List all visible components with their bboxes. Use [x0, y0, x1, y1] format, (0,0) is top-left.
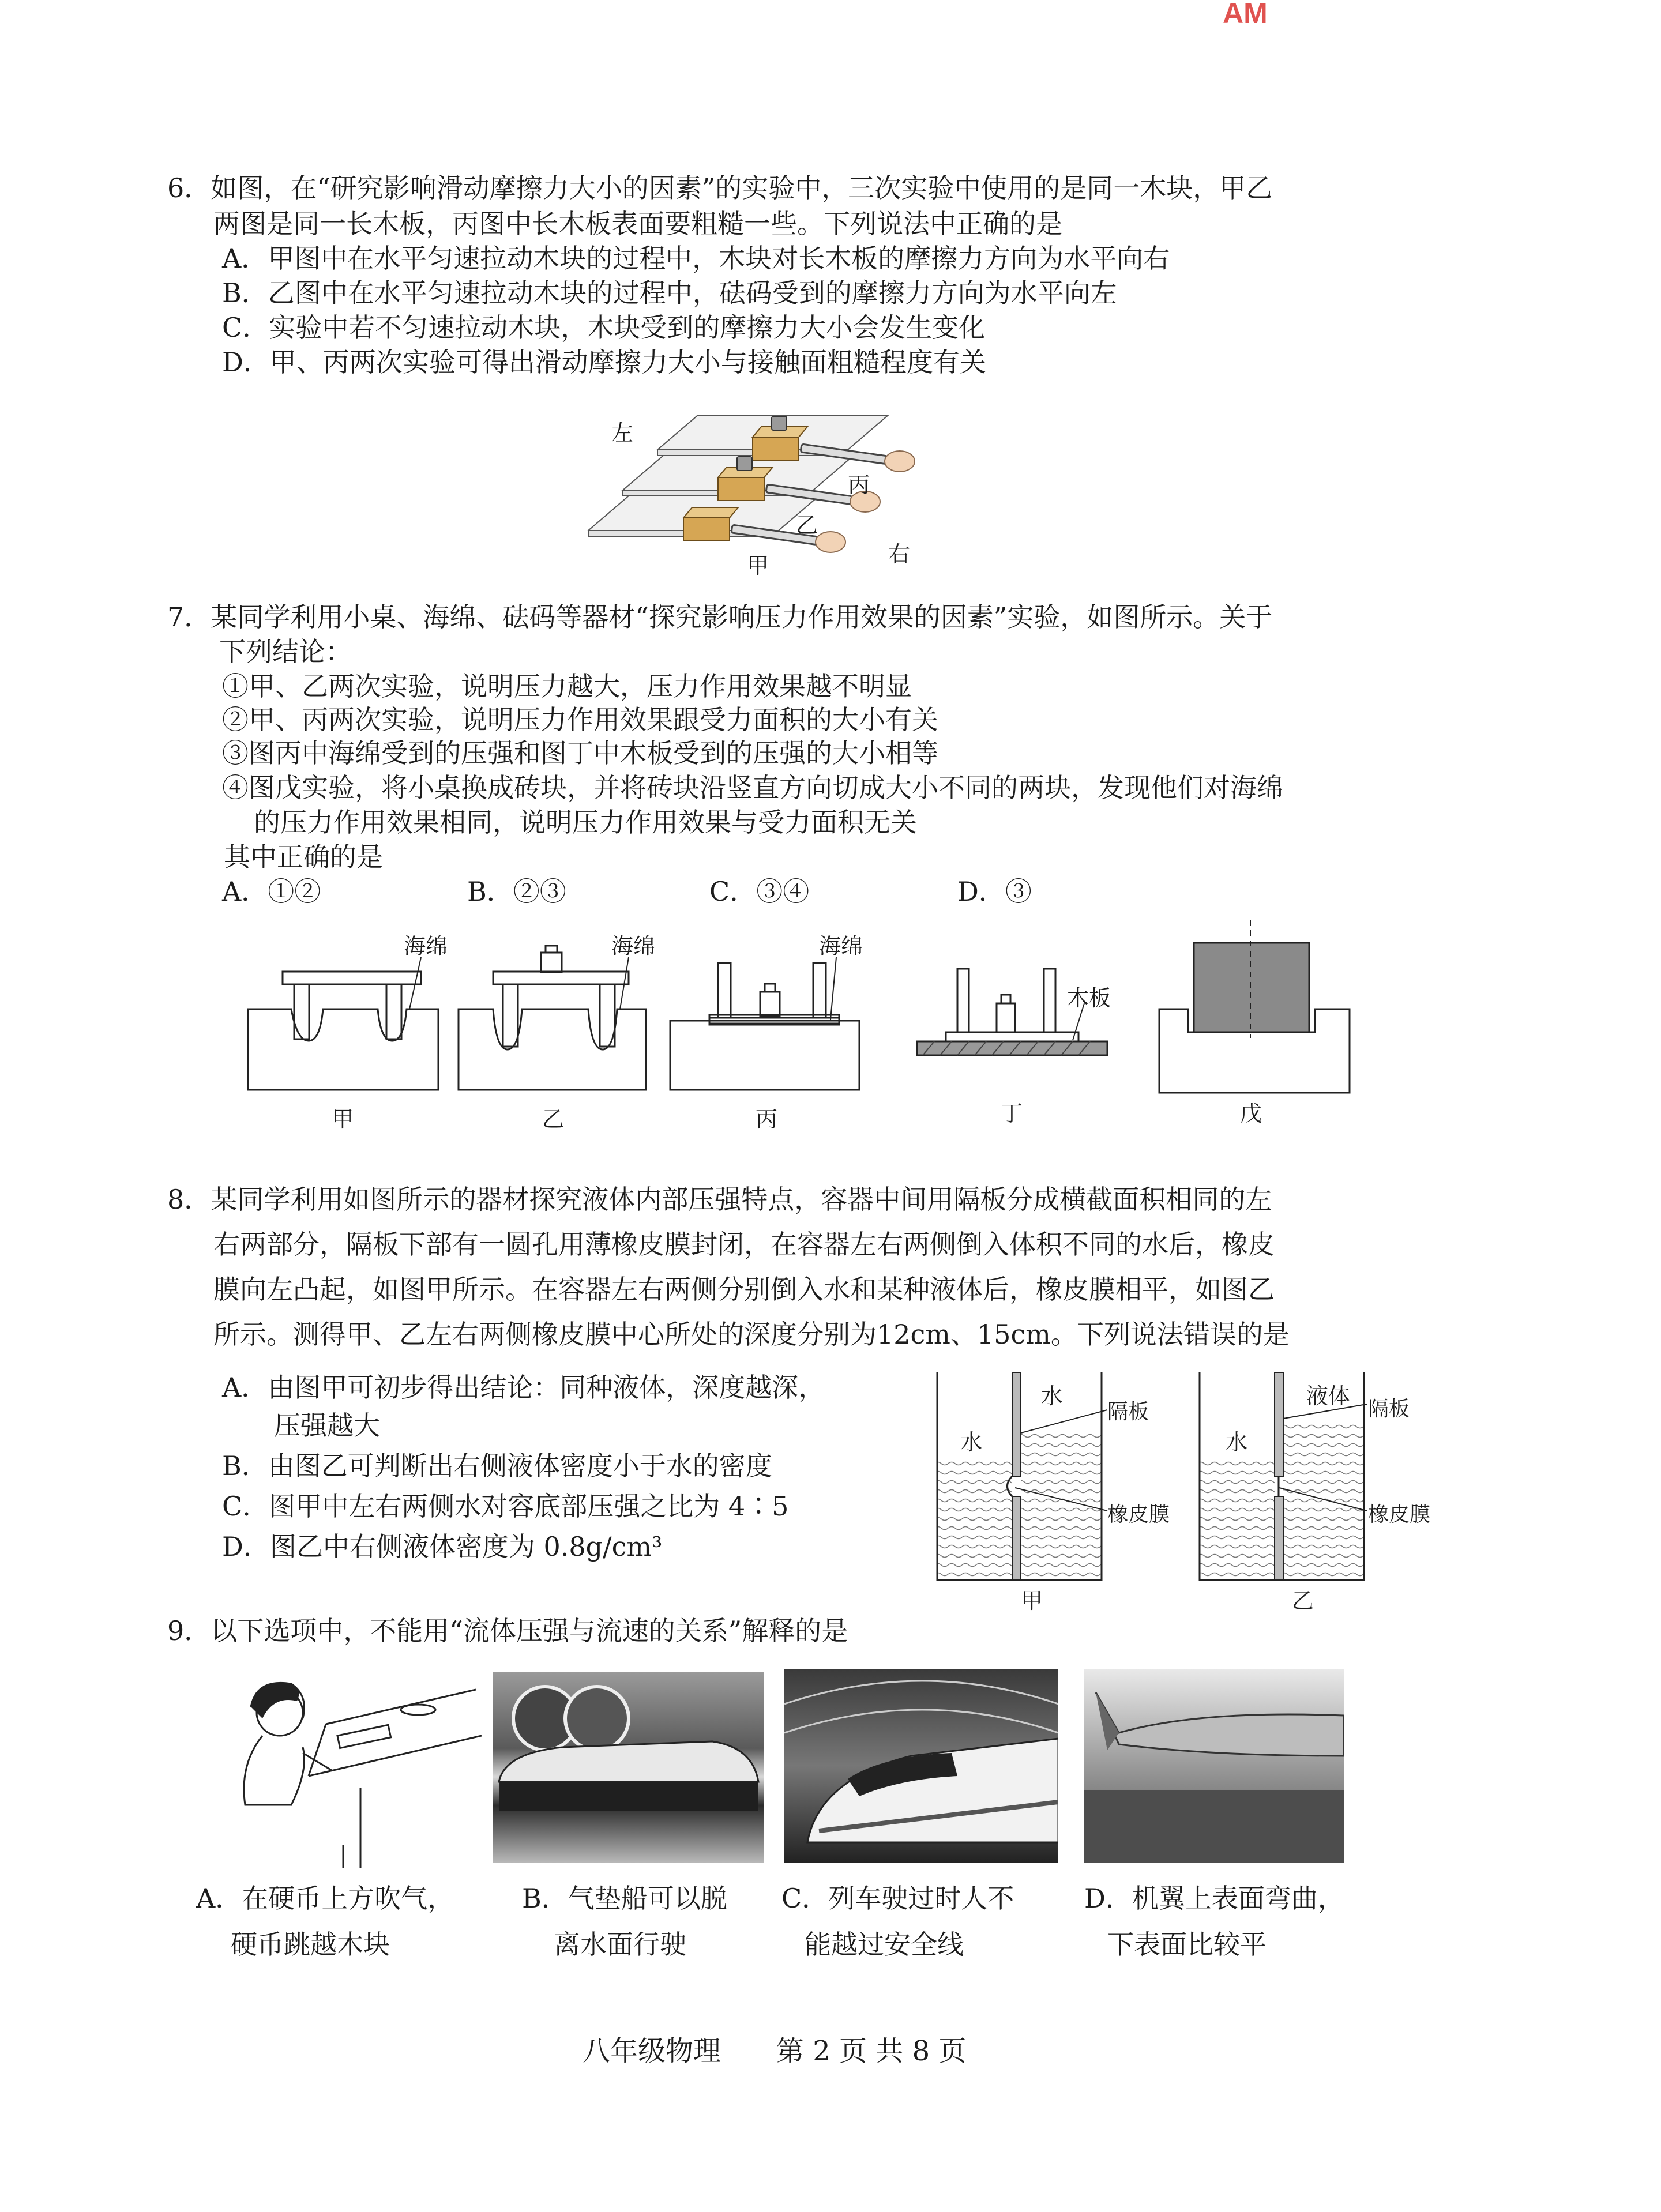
q6-stem-line-2: 两图是同一长木板，丙图中长木板表面要粗糙一些。下列说法中正确的是	[213, 208, 1062, 239]
q9-option-d-line-1: D．机翼上表面弯曲，	[1084, 1883, 1344, 1914]
q6-label-left: 左	[611, 420, 634, 446]
q9-option-a-line-2: 硬币跳越木块	[231, 1929, 390, 1960]
q8-stem-line-2: 右两部分，隔板下部有一圆孔用薄橡皮膜封闭，在容器左右两侧倒入体积不同的水后，橡皮	[213, 1229, 1275, 1260]
friction-boards-illustration	[577, 398, 980, 582]
q8-yi-membrane: 橡皮膜	[1368, 1503, 1431, 1526]
q8-stem-line-3: 膜向左凸起，如图甲所示。在容器左右两侧分别倒入水和某种液体后，橡皮膜相平，如图乙	[213, 1274, 1275, 1305]
q8-option-a-cont: 压强越大	[274, 1410, 380, 1441]
q9-picture-a-coin	[228, 1672, 482, 1868]
q8-option-d: D．图乙中右侧液体密度为 0.8g/cm³	[222, 1531, 663, 1562]
q6-figure	[577, 398, 980, 582]
q7-figures	[236, 917, 1396, 1136]
q6-label-bing: 丙	[848, 472, 870, 498]
q6-label-yi: 乙	[796, 513, 818, 538]
q8-jia-water-right: 水	[1041, 1383, 1064, 1409]
q9-option-d-line-2: 下表面比较平	[1107, 1929, 1267, 1960]
q8-stem-line-1: 8．某同学利用如图所示的器材探究液体内部压强特点，容器中间用隔板分成横截面积相同的左	[167, 1184, 1272, 1215]
q7-caption-jia: 甲	[332, 1107, 354, 1132]
q8-jia-water-left: 水	[960, 1429, 983, 1455]
q7-stem-line-2: 下列结论：	[219, 636, 352, 667]
q9-option-b-line-2: 离水面行驶	[554, 1929, 686, 1960]
q6-option-c: C．实验中若不匀速拉动木块，木块受到的摩擦力大小会发生变化	[222, 312, 986, 343]
q7-option-b: B．②③	[467, 876, 566, 907]
q8-yi-partition: 隔板	[1368, 1397, 1410, 1421]
q7-label-sponge-jia: 海绵	[404, 934, 448, 959]
q6-option-d: D．甲、丙两次实验可得出滑动摩擦力大小与接触面粗糙程度有关	[222, 347, 986, 378]
q8-caption-jia: 甲	[1021, 1588, 1043, 1613]
q7-caption-bing: 丙	[756, 1107, 778, 1132]
q8-yi-water: 水	[1226, 1429, 1248, 1455]
q7-stem-line-1: 7．某同学利用小桌、海绵、砝码等器材“探究影响压力作用效果的因素”实验，如图所示。关于	[167, 601, 1273, 633]
q8-caption-yi: 乙	[1292, 1588, 1314, 1613]
q8-jia-partition: 隔板	[1107, 1400, 1149, 1424]
q9-option-c-line-1: C．列车驶过时人不	[781, 1883, 1014, 1914]
q7-option-a: A．①②	[222, 876, 321, 907]
q7-statement-3: ③图丙中海绵受到的压强和图丁中木板受到的压强的大小相等	[222, 738, 938, 769]
q7-caption-wu: 戊	[1240, 1101, 1262, 1126]
q7-statement-2: ②甲、丙两次实验，说明压力作用效果跟受力面积的大小有关	[222, 704, 938, 735]
q7-statement-4-cont: 的压力作用效果相同，说明压力作用效果与受力面积无关	[254, 807, 917, 838]
q9-picture-d-wing	[1084, 1669, 1344, 1863]
q8-jia-membrane: 橡皮膜	[1107, 1503, 1170, 1526]
q7-label-sponge-bing: 海绵	[819, 934, 863, 959]
q9-picture-c-train	[784, 1669, 1058, 1863]
q7-statement-1: ①甲、乙两次实验，说明压力越大，压力作用效果越不明显	[222, 671, 912, 702]
stamp-mark: AM	[1223, 0, 1268, 29]
q8-figures	[934, 1367, 1453, 1613]
q7-statement-4: ④图戊实验，将小桌换成砖块，并将砖块沿竖直方向切成大小不同的两块，发现他们对海绵	[222, 772, 1283, 803]
q7-prompt: 其中正确的是	[224, 841, 383, 872]
q8-yi-liquid: 液体	[1306, 1383, 1351, 1409]
q9-picture-b-hovercraft	[493, 1672, 764, 1863]
q7-label-sponge-yi: 海绵	[611, 934, 656, 959]
q8-option-b: B．由图乙可判断出右侧液体密度小于水的密度	[222, 1450, 772, 1481]
q8-option-a: A．由图甲可初步得出结论：同种液体，深度越深，	[222, 1372, 825, 1403]
q6-label-right: 右	[888, 541, 911, 567]
q9-option-c-line-2: 能越过安全线	[805, 1929, 964, 1960]
q7-caption-ding: 丁	[1001, 1101, 1023, 1126]
q9-option-b-line-1: B．气垫船可以脱	[522, 1883, 727, 1914]
q7-caption-yi: 乙	[542, 1107, 565, 1132]
q6-option-a: A．甲图中在水平匀速拉动木块的过程中，木块对长木板的摩擦力方向为水平向右	[222, 243, 1170, 274]
q8-option-c: C．图甲中左右两侧水对容底部压强之比为 4∶5	[222, 1491, 789, 1522]
page-footer: 八年级物理 第 2 页 共 8 页	[583, 2035, 967, 2067]
q6-stem-line-1: 6．如图，在“研究影响滑动摩擦力大小的因素”的实验中，三次实验中使用的是同一木块，甲乙	[167, 172, 1273, 204]
q9-option-a-line-1: A．在硬币上方吹气，	[196, 1883, 454, 1914]
q7-option-c: C．③④	[709, 876, 810, 907]
q9-stem: 9．以下选项中，不能用“流体压强与流速的关系”解释的是	[167, 1615, 848, 1646]
q7-label-board: 木板	[1067, 985, 1111, 1011]
q7-option-d: D．③	[957, 876, 1032, 907]
q8-stem-line-4: 所示。测得甲、乙左右两侧橡皮膜中心所处的深度分别为12cm、15cm。下列说法错误的是	[213, 1319, 1290, 1350]
q6-option-b: B．乙图中在水平匀速拉动木块的过程中，砝码受到的摩擦力方向为水平向左	[222, 277, 1117, 309]
q6-label-jia: 甲	[747, 553, 769, 578]
